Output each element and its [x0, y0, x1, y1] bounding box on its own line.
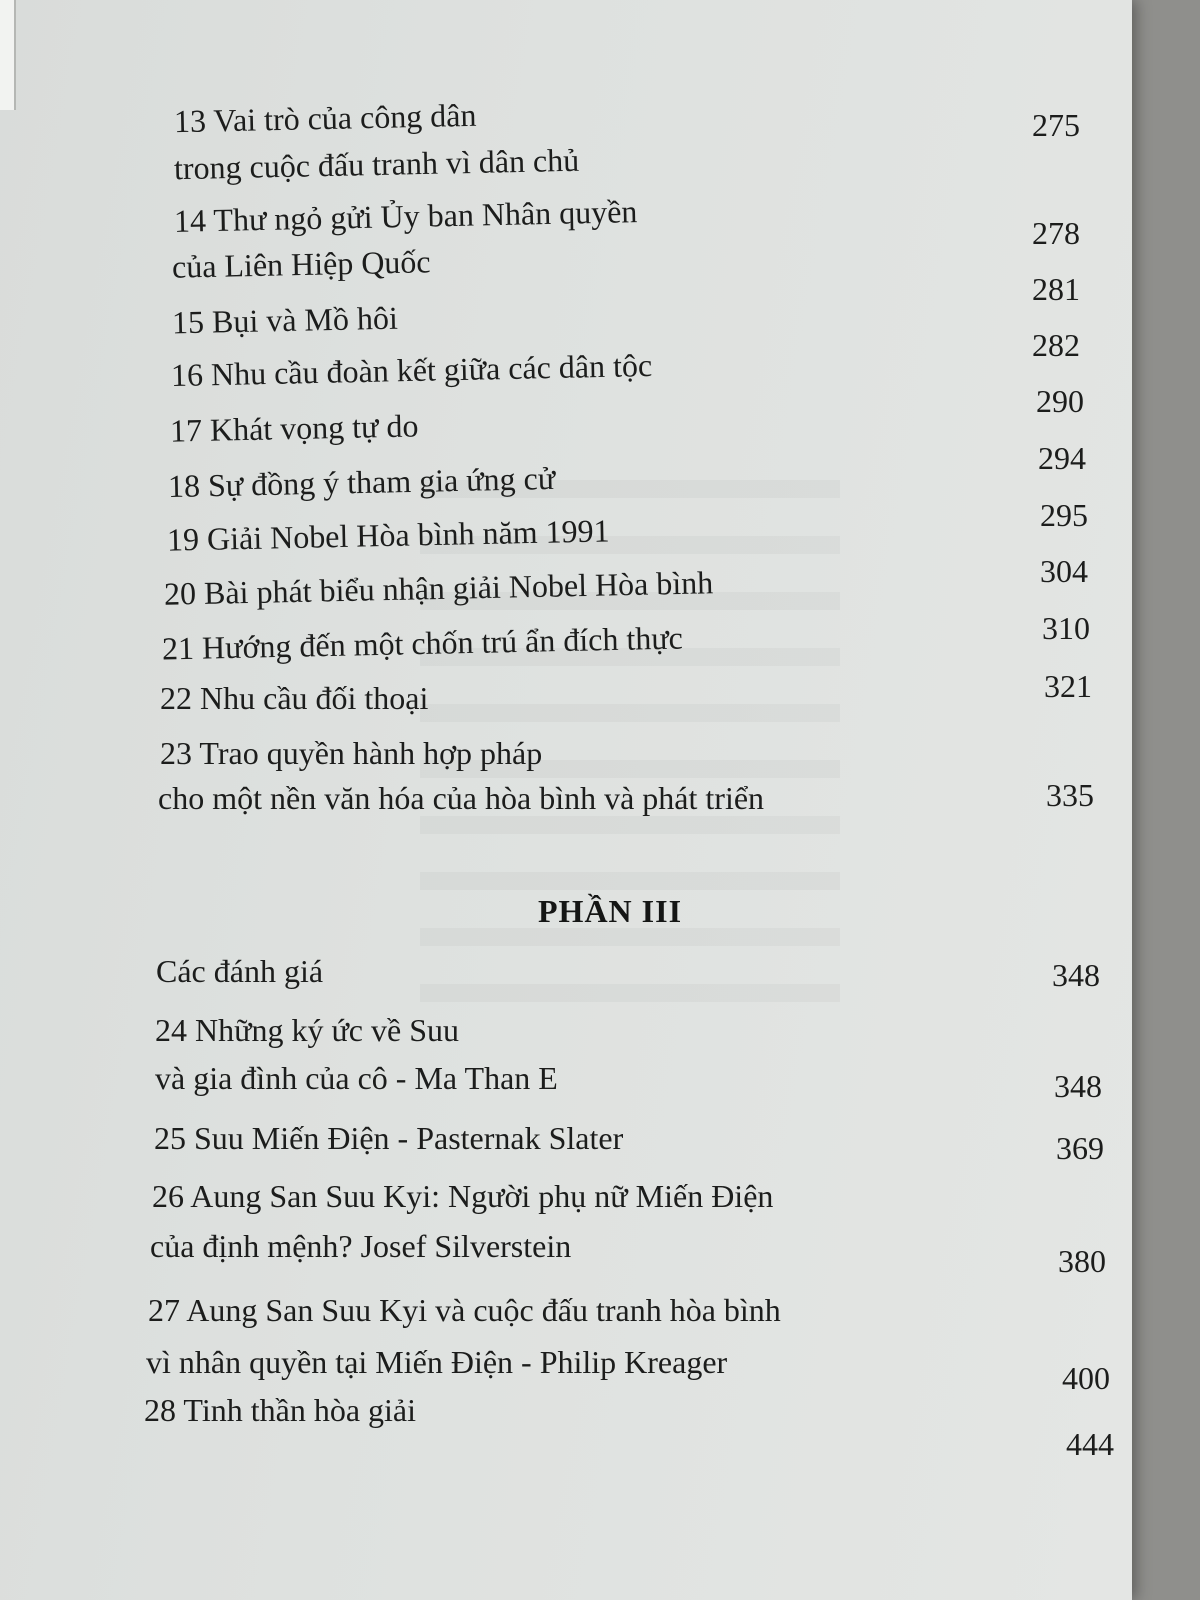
toc-entry-22-page: 321	[1044, 668, 1092, 704]
toc-entry-13-page: 275	[1032, 107, 1080, 143]
toc-entry-17-title: 17 Khát vọng tự do	[169, 407, 419, 449]
toc-entry-24-title-cont: và gia đình của cô - Ma Than E	[155, 1060, 558, 1096]
toc-entry-27-title-cont: vì nhân quyền tại Miến Điện - Philip Kreager	[146, 1344, 728, 1380]
toc-entry-16-page: 282	[1032, 327, 1080, 363]
toc-entry-17-page: 290	[1036, 383, 1084, 419]
toc-entry-23-title-cont: cho một nền văn hóa của hòa bình và phát triển	[158, 780, 765, 816]
toc-entry-22-title: 22 Nhu cầu đối thoại	[160, 680, 429, 716]
toc-entry-15-title: 15 Bụi và Mồ hôi	[171, 299, 399, 341]
toc-entry-19-page: 295	[1040, 497, 1088, 533]
toc-entry-24-page: 348	[1054, 1068, 1102, 1104]
toc-entry-18-title: 18 Sự đồng ý tham gia ứng cử	[167, 459, 556, 505]
toc-entry-23-page: 335	[1046, 777, 1094, 813]
toc-entry-26-title-cont: của định mệnh? Josef Silverstein	[150, 1228, 572, 1264]
toc-entry-28-page: 444	[1066, 1426, 1114, 1462]
toc-entry-25-page: 369	[1056, 1130, 1104, 1166]
toc-entry-28-title: 28 Tinh thần hòa giải	[144, 1392, 417, 1428]
section-heading: PHẦN III	[538, 893, 683, 929]
toc-entry-13-title-cont: trong cuộc đấu tranh vì dân chủ	[173, 141, 580, 187]
toc-entry-14-page: 278	[1032, 215, 1080, 251]
toc-entry-26-page: 380	[1058, 1243, 1106, 1279]
toc-entry-16-title: 16 Nhu cầu đoàn kết giữa các dân tộc	[170, 346, 653, 394]
toc-entry-13-title: 13 Vai trò của công dân	[173, 96, 477, 140]
toc-entry-27-page: 400	[1062, 1360, 1110, 1396]
toc-entry-14-title-cont: của Liên Hiệp Quốc	[171, 243, 431, 285]
toc-entry-20-title: 20 Bài phát biểu nhận giải Nobel Hòa bình	[163, 564, 714, 612]
toc-entry-21-page: 310	[1042, 610, 1090, 646]
toc-entry-26-title: 26 Aung San Suu Kyi: Người phụ nữ Miến Điện	[152, 1178, 774, 1214]
toc-entry-18-page: 294	[1038, 440, 1086, 476]
toc-entry-19-title: 19 Giải Nobel Hòa bình năm 1991	[166, 512, 610, 558]
toc-entry-24-title: 24 Những ký ức về Suu	[155, 1012, 459, 1048]
toc-entry-evaluations-title: Các đánh giá	[156, 953, 324, 989]
toc-entry-15-page: 281	[1032, 271, 1080, 307]
toc-entry-27-title: 27 Aung San Suu Kyi và cuộc đấu tranh hòa bình	[148, 1292, 781, 1328]
toc-entry-23-title: 23 Trao quyền hành hợp pháp	[160, 735, 543, 771]
toc-entry-25-title: 25 Suu Miến Điện - Pasternak Slater	[154, 1120, 624, 1156]
toc-entry-21-title: 21 Hướng đến một chốn trú ẩn đích thực	[161, 619, 684, 667]
toc-entry-14-title: 14 Thư ngỏ gửi Ủy ban Nhân quyền	[173, 193, 638, 239]
toc-entry-evaluations-page: 348	[1052, 957, 1100, 993]
previous-page-edge	[0, 0, 16, 110]
toc-entry-20-page: 304	[1040, 553, 1088, 589]
